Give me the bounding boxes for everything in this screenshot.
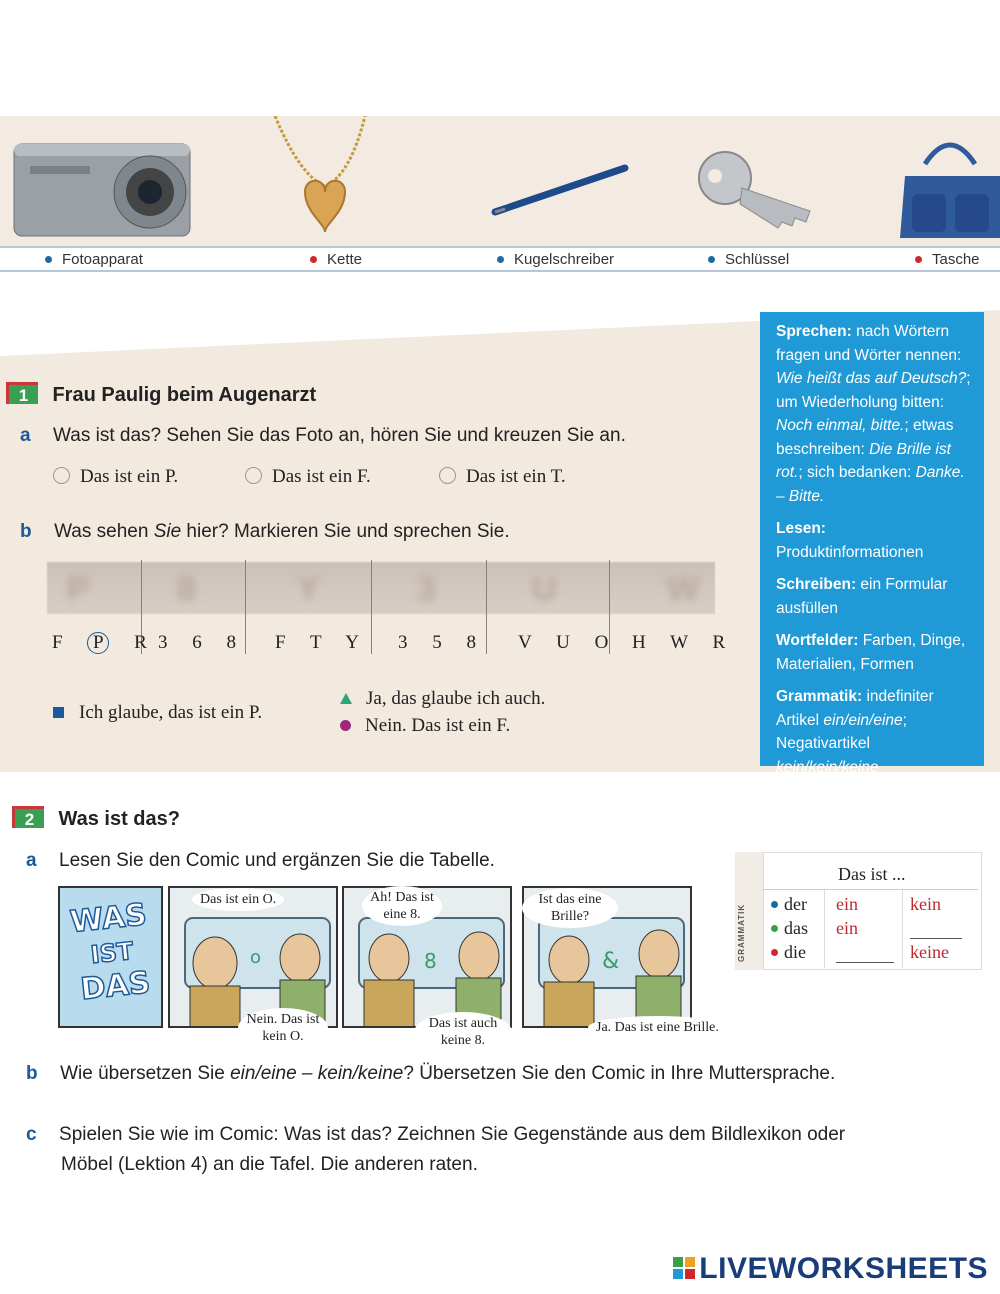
product-label: [497, 251, 614, 268]
blank-line[interactable]: [836, 962, 894, 963]
grammar-header: Das ist ...: [838, 864, 906, 884]
product-label: [915, 251, 980, 268]
letter-group[interactable]: 3 5 8: [398, 632, 486, 653]
blue-dot-icon: [497, 256, 504, 263]
letter-group[interactable]: F T Y: [275, 632, 370, 653]
logo-icon: [673, 1257, 695, 1279]
svg-text:8: 8: [424, 949, 437, 973]
letter-group[interactable]: V U O: [518, 632, 619, 653]
goal-schreiben: Schreiben: ein Formular ausfüllen: [776, 576, 948, 617]
goal-wortfelder: Wortfelder: Farben, Dinge, Materialien, Formen: [776, 632, 966, 673]
blue-dot-icon: [45, 256, 52, 263]
speech-bubble: Das ist auch keine 8.: [414, 1012, 512, 1052]
option-p[interactable]: [53, 466, 178, 488]
instruction: Lesen Sie den Comic und ergänzen Sie die Tabelle.: [59, 850, 495, 871]
necklace-image: [275, 116, 365, 232]
bag-image: [900, 145, 1000, 238]
exercise-title: Was ist das?: [58, 808, 180, 830]
product-name: Kette: [327, 251, 363, 268]
square-marker-icon: [53, 707, 64, 718]
red-dot-icon: [310, 256, 317, 263]
grammar-table: [735, 852, 982, 970]
grammar-article: die: [771, 942, 806, 963]
letter-group[interactable]: F P R: [52, 632, 157, 653]
exercise2c: [26, 1120, 845, 1180]
grammar-negative: kein: [910, 894, 941, 914]
grammar-positive: ein: [836, 894, 858, 914]
grammar-article: der: [771, 894, 807, 915]
letter-group[interactable]: H W R: [632, 632, 736, 653]
speech-bubble: Ja. Das ist eine Brille.: [588, 1016, 727, 1039]
red-dot-icon: [771, 949, 778, 956]
blank-line[interactable]: [910, 938, 962, 939]
goal-sprechen: Sprechen: nach Wörtern fragen und Wörter nennen: Wie heißt das auf Deutsch?; um Wiederholung bitten: Noch einmal, bitte.; etwas beschreiben: Die Brille ist rot.; sich bedanken: Danke. – Bitte.: [776, 323, 971, 505]
comic-title-word: IST: [89, 936, 135, 970]
option-label: Das ist ein F.: [272, 466, 371, 487]
instruction-part: hier? Markieren Sie und sprechen Sie.: [181, 521, 510, 542]
pen-image: [495, 168, 625, 212]
liveworksheets-logo: [673, 1252, 988, 1286]
svg-text:&: &: [602, 949, 620, 974]
green-dot-icon: [771, 925, 778, 932]
item-letter: b: [20, 521, 32, 542]
comic-title-panel: [58, 886, 163, 1028]
red-dot-icon: [915, 256, 922, 263]
dialog-yes: Ja, das glaube ich auch.: [340, 688, 545, 710]
exercise2b: b Wie übersetzen Sie ein/eine – kein/keine? Übersetzen Sie den Comic in Ihre Muttersprache.: [26, 1063, 836, 1084]
item-letter: a: [20, 425, 31, 446]
item-letter: c: [26, 1124, 37, 1145]
grammar-article: das: [771, 918, 808, 939]
comic-title-word: WAS: [68, 897, 149, 941]
product-label-bar: [0, 246, 1000, 272]
learning-goals-box: [760, 312, 984, 776]
product-images: [0, 116, 1000, 246]
option-label: Das ist ein P.: [80, 466, 179, 487]
speech-bubble: Ist das eine Brille?: [522, 888, 618, 928]
option-t[interactable]: [439, 466, 566, 488]
letter-group[interactable]: 3 6 8: [158, 632, 246, 653]
exercise-number: 2: [12, 806, 44, 828]
dialog-question: Ich glaube, das ist ein P.: [53, 702, 262, 724]
instruction: Möbel (Lektion 4) an die Tafel. Die anderen raten.: [61, 1154, 478, 1175]
exercise1-heading: [6, 382, 316, 407]
exercise1b: [20, 521, 510, 543]
exercise-title: Frau Paulig beim Augenarzt: [52, 384, 317, 406]
blue-dot-icon: [771, 901, 778, 908]
speech-bubble: Nein. Das ist kein O.: [238, 1008, 328, 1048]
product-label: [45, 251, 143, 268]
speech-bubble: Ah! Das ist eine 8.: [362, 886, 442, 926]
instruction-emphasis: Sie: [153, 521, 182, 542]
grammar-side-label: GRAMMATIK: [737, 903, 746, 962]
radio-button[interactable]: [245, 467, 262, 484]
speech-bubble: Das ist ein O.: [192, 888, 284, 911]
triangle-marker-icon: [340, 693, 352, 704]
option-label: Das ist ein T.: [466, 466, 566, 487]
instruction-part: Was sehen: [54, 521, 154, 542]
exercise-number: 1: [6, 382, 38, 404]
product-name: Schlüssel: [725, 251, 790, 268]
product-name: Kugelschreiber: [514, 251, 615, 268]
grammar-negative: keine: [910, 942, 949, 962]
goal-grammatik: Grammatik: indefiniter Artikel ein/ein/eine; Negativartikel kein/kein/keine: [776, 688, 934, 776]
product-name: Tasche: [932, 251, 980, 268]
blue-dot-icon: [708, 256, 715, 263]
blurred-letters-image: P 8 Y 3 U W: [47, 562, 715, 614]
product-label: [708, 251, 789, 268]
circle-marker-icon: [340, 720, 351, 731]
exercise1a: [20, 425, 626, 447]
item-letter: a: [26, 850, 37, 871]
product-label: [310, 251, 362, 268]
circled-letter: P: [87, 632, 109, 654]
option-f[interactable]: [245, 466, 371, 488]
dialog-no: Nein. Das ist ein F.: [340, 715, 510, 737]
grammar-positive: ein: [836, 918, 858, 938]
exercise2-heading: [12, 806, 180, 831]
key-image: [699, 152, 810, 228]
item-letter: b: [26, 1063, 38, 1084]
instruction: Was ist das? Sehen Sie das Foto an, hören Sie und kreuzen Sie an.: [53, 425, 626, 446]
instruction: Spielen Sie wie im Comic: Was ist das? Zeichnen Sie Gegenstände aus dem Bildlexikon oder: [59, 1124, 846, 1145]
radio-button[interactable]: [439, 467, 456, 484]
product-name: Fotoapparat: [62, 251, 143, 268]
logo-text: LIVEWORKSHEETS: [699, 1252, 988, 1285]
goal-lesen: Lesen: Produktinformationen: [776, 520, 924, 561]
radio-button[interactable]: [53, 467, 70, 484]
camera-image: [14, 144, 190, 236]
svg-text:o: o: [250, 947, 262, 968]
exercise2a: [26, 850, 495, 872]
product-banner: [0, 116, 1000, 246]
comic-title-word: DAS: [78, 965, 152, 1008]
